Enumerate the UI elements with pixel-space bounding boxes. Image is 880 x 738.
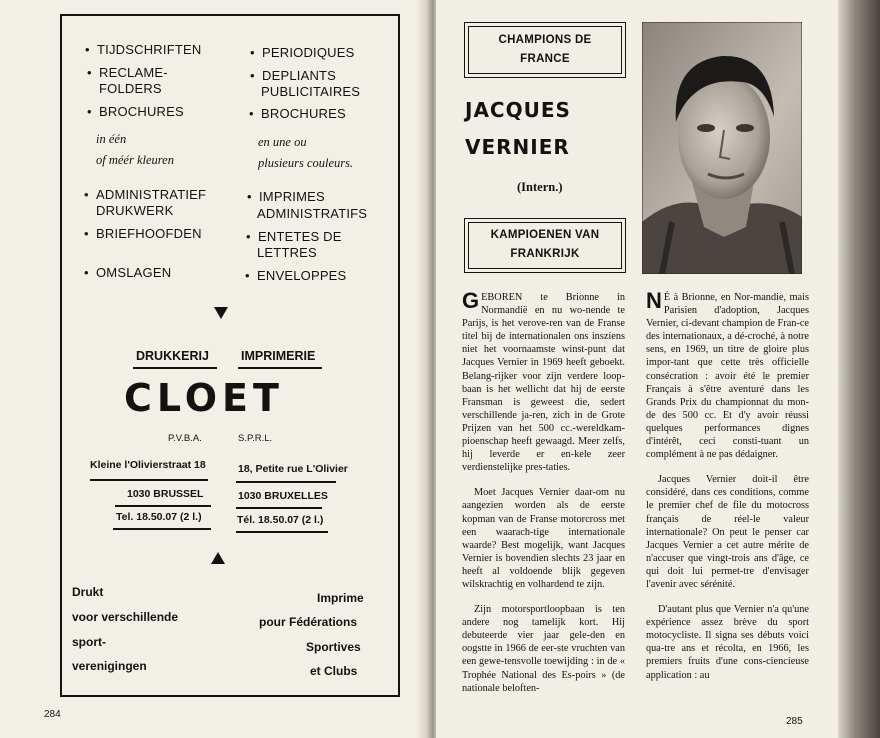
print-note-nl: voor verschillende xyxy=(72,610,179,624)
print-note-nl: verenigingen xyxy=(72,659,147,673)
legal-form-nl: P.V.B.A. xyxy=(168,433,202,444)
left-page xyxy=(0,0,428,738)
list-item: • ENTETES DE xyxy=(246,229,342,244)
paragraph: Moet Jacques Vernier daar-om nu aangezien worden als de eerste kopman van de Franse motorcross met een waarach-tige internationale waarde? Best mogelijk, want Jacques Vernier is bovendien slechts 23 jaar en heeft al voldoende blijk gegeven wilskrachtig en volhardend te zijn. xyxy=(462,487,625,590)
divider xyxy=(238,367,322,369)
phone-fr: Tél. 18.50.07 (2 l.) xyxy=(237,514,324,526)
article-column-nl xyxy=(462,288,625,707)
divider xyxy=(90,479,208,481)
paragraph: Jacques Vernier doit-il être considéré, dans ces conditions, comme le premier chef de file du motocross français de réel-le valeur internationale? On peut le penser car Jacques Vernier a cet autre mérite de n'accuser que vingt-trois ans d'âge, ce qui doit lui permet-tre d'envisager l'avenir avec sérénité. xyxy=(646,474,809,590)
imprimerie-label: IMPRIMERIE xyxy=(241,349,316,363)
color-note: in één xyxy=(96,132,127,146)
category-label: (Intern.) xyxy=(517,180,563,194)
divider xyxy=(113,528,211,530)
athlete-portrait xyxy=(642,22,802,274)
paragraph: EBOREN te Brionne in Normandië en nu wo-nende te Parijs, is het verove-ren van de Franse titel bij de internationalen ons inszíens niet het voornaamste winst-punt dat Jacques Vernier in 1969 heeft geboekt. Belang-rijker voor zijn verdere loop-baan is het wellicht dat hij de eerste Fransman is geweest die, sedert verschillende ja-ren, zich in de Grote Prijzen van het 500 cc.-wereldkam-pioenschap heeft gewaagd. Meer zelfs, hij leverde er en-kele zeer verdienstelijke pres-taties. xyxy=(462,292,625,474)
list-item: • TIJDSCHRIFTEN xyxy=(85,42,202,57)
book-edge xyxy=(838,0,880,738)
city-nl: 1030 BRUSSEL xyxy=(127,488,204,500)
page-number: 284 xyxy=(44,709,61,720)
divider xyxy=(236,531,328,533)
address-fr: 18, Petite rue L'Olivier xyxy=(238,463,348,475)
divider xyxy=(236,481,336,483)
print-note-fr: pour Fédérations xyxy=(259,615,358,629)
list-item: • OMSLAGEN xyxy=(84,265,172,280)
page-number: 285 xyxy=(786,716,803,727)
list-item: • ENVELOPPES xyxy=(245,268,347,283)
paragraph: D'autant plus que Vernier n'a qu'une expérience assez brève du sport motocycliste. Il signa ses débuts voici qua-tre ans et récolta, en 1966, les premiers fruits d'une cons-ciencieuse application : au xyxy=(646,604,809,681)
phone-nl: Tel. 18.50.07 (2 l.) xyxy=(116,511,202,523)
arrow-down-icon xyxy=(214,307,228,319)
company-logo: CLOET xyxy=(124,376,284,420)
list-item: • RECLAME- xyxy=(87,65,168,80)
drop-cap: G xyxy=(462,288,480,313)
list-item: • PERIODIQUES xyxy=(250,45,355,60)
list-item: ADMINISTRATIFS xyxy=(257,206,368,221)
drukkerij-label: DRUKKERIJ xyxy=(136,349,209,363)
list-item: PUBLICITAIRES xyxy=(261,84,361,99)
paragraph: Zijn motorsportloopbaan is ten andere nog tamelijk kort. Hij debuteerde vier jaar gele-den en oogstte in 1966 de eer-ste vruchten van een gewe-tensvolle toewijding : in de « Trophée National des Es-poirs » (de nationale beloften- xyxy=(462,604,625,694)
list-item: • ADMINISTRATIEF xyxy=(84,187,207,202)
print-note-fr: Imprime xyxy=(317,591,364,605)
list-item: • BROCHURES xyxy=(249,106,346,121)
address-nl: Kleine l'Olivierstraat 18 xyxy=(90,459,206,471)
list-item: DRUKWERK xyxy=(96,203,174,218)
heading-box-fr: CHAMPIONS DE FRANCE xyxy=(464,22,626,78)
city-fr: 1030 BRUXELLES xyxy=(238,490,328,502)
heading-box-nl: KAMPIOENEN VAN FRANKRIJK xyxy=(464,218,626,273)
article-column-fr xyxy=(646,288,809,694)
print-note-nl: sport- xyxy=(72,635,106,649)
color-note: of méér kleuren xyxy=(96,153,174,167)
list-item: • DEPLIANTS xyxy=(250,68,337,83)
list-item: • IMPRIMES xyxy=(247,189,325,204)
list-item: FOLDERS xyxy=(99,81,162,96)
color-note: plusieurs couleurs. xyxy=(258,156,354,170)
list-item: • BROCHURES xyxy=(87,104,184,119)
print-note-nl: Drukt xyxy=(72,585,104,599)
list-item: LETTRES xyxy=(257,245,317,260)
divider xyxy=(115,505,211,507)
athlete-surname: VERNIER xyxy=(465,135,570,159)
legal-form-fr: S.P.R.L. xyxy=(238,433,273,444)
print-note-fr: et Clubs xyxy=(310,664,358,678)
paragraph: É à Brionne, en Nor-mandie, mais Parisien d'adoption, Jacques Vernier, ci-devant champion de Fran-ce des internationaux, a dé-croché, à notre sens, en 1969, un titre de gloire plus impor-tant que cette très officielle consécration : avoir été le premier Français à s'être aventuré dans les Grands Prix du championnat du mon-de des 500 cc. Et d'y avoir réussi quelques performances dignes d'intérêt, ceci consti-tuant un complément à ne pas dédaigner. xyxy=(646,292,809,461)
color-note: en une ou xyxy=(258,135,307,149)
print-note-fr: Sportives xyxy=(306,640,361,654)
athlete-name: JACQUES xyxy=(465,98,571,122)
arrow-up-icon xyxy=(211,552,225,564)
divider xyxy=(133,367,217,369)
list-item: • BRIEFHOOFDEN xyxy=(84,226,202,241)
drop-cap: N xyxy=(646,288,662,313)
divider xyxy=(236,507,322,509)
